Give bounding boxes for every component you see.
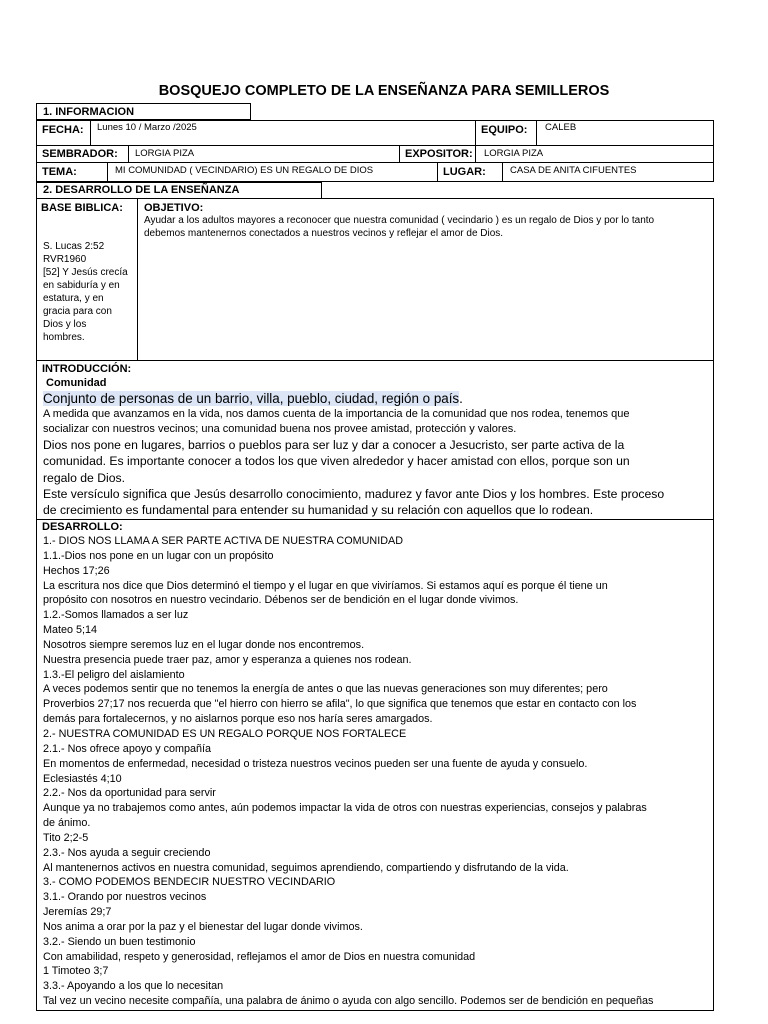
desarrollo-line: Eclesiastés 4;10 [43,772,122,785]
sembrador-value: LORGIA PIZA [135,148,195,159]
tema-label: TEMA: [36,162,108,182]
intro-line: Dios nos pone en lugares, barrios o pueblos para ser luz y dar a conocer a Jesucristo, ser parte activa de la [43,438,625,452]
intro-line: regalo de Dios. [43,470,125,485]
objetivo-line: Ayudar a los adultos mayores a reconocer que nuestra comunidad ( vecindario ) es un regalo de Dios y por lo tanto [144,215,655,226]
desarrollo-line: 3.- COMO PODEMOS BENDECIR NUESTRO VECINDARIO [43,876,336,889]
definicion-comunidad: Conjunto de personas de un barrio, villa, pueblo, ciudad, región o país. [43,391,463,406]
desarrollo-line: Tito 2;2-5 [43,831,89,844]
verse-line: Dios y los [43,319,87,330]
verse-line: en sabiduría y en [43,280,120,291]
desarrollo-line: de ánimo. [43,817,91,830]
definicion-text: Conjunto de personas de un barrio, villa, pueblo, ciudad, región o país [43,391,460,406]
desarrollo-line: 1.1.-Dios nos pone en un lugar con un propósito [43,549,274,562]
base-biblica-ref: S. Lucas 2:52 [43,241,105,252]
desarrollo-label: DESARROLLO: [42,521,123,533]
desarrollo-line: 1.2.-Somos llamados a ser luz [43,609,189,622]
introduccion-subtitle: Comunidad [46,377,107,389]
objetivo-text [144,214,712,240]
desarrollo-line: propósito con nosotros en nuestro vecindario. Débenos ser de bendición en el lugar donde vivimos. [43,594,519,607]
base-biblica-version: RVR1960 [43,254,87,265]
desarrollo-line: Al mantenernos activos en nuestra comunidad, seguimos aprendiendo, compartiendo y disfrutando de la vida. [43,861,569,874]
objetivo-label: OBJETIVO: [144,202,204,214]
desarrollo-line: A veces podemos sentir que no tenemos la energía de antes o que las nuevas generaciones son muy diferentes; pero [43,683,608,696]
desarrollo-line: 2.1.- Nos ofrece apoyo y compañía [43,742,212,755]
base-biblica-label: BASE BIBLICA: [41,202,123,214]
desarrollo-line: Proverbios 27;17 nos recuerda que "el hierro con hierro se afila", lo que significa que tenemos que estar en contacto con los [43,698,637,711]
verse-line: [52] Y Jesús crecía [43,267,128,278]
intro-line: A medida que avanzamos en la vida, nos damos cuenta de la importancia de la comunidad que nos rodea, tenemos que [43,408,630,420]
page-title: BOSQUEJO COMPLETO DE LA ENSEÑANZA PARA SEMILLEROS [158,83,610,99]
desarrollo-line: 3.3.- Apoyando a los que lo necesitan [43,980,224,993]
introduccion-parrafo-1 [43,407,629,437]
desarrollo-line: Nosotros siempre seremos luz en el lugar donde nos encontremos. [43,638,365,651]
expositor-label: EXPOSITOR: [399,145,476,163]
fecha-value: Lunes 10 / Marzo /2025 [97,122,197,133]
desarrollo-line: 1.3.-El peligro del aislamiento [43,668,185,681]
desarrollo-line: La escritura nos dice que Dios determinó el tiempo y el lugar en que viviríamos. Si estamos aquí es porque él tiene un [43,579,608,592]
desarrollo-line: Nuestra presencia puede traer paz, amor y esperanza a quienes nos rodean. [43,653,412,666]
desarrollo-line: 3.2.- Siendo un buen testimonio [43,935,196,948]
sembrador-label: SEMBRADOR: [36,145,129,163]
desarrollo-line: 2.2.- Nos da oportunidad para servir [43,787,216,800]
desarrollo-line: 1.- DIOS NOS LLAMA A SER PARTE ACTIVA DE NUESTRA COMUNIDAD [43,535,403,547]
intro-line: de crecimiento es fundamental para entender su humanidad y su relación con aquellos que lo rodean. [43,503,594,518]
desarrollo-line: Jeremías 29;7 [43,906,112,919]
intro-line: comunidad. Es importante conocer a todos los que viven alrededor y hacer amistad con ellos, porque son un [43,454,630,469]
desarrollo-line: Nos anima a orar por la paz y el bienestar del lugar donde vivimos. [43,920,363,933]
equipo-label: EQUIPO: [475,120,537,146]
lugar-value: CASA DE ANITA CIFUENTES [510,165,637,176]
desarrollo-line: demás para fortalecernos, y no aislarnos porque eso nos haría seres amargados. [43,713,433,726]
desarrollo-line: 2.3.- Nos ayuda a seguir creciendo [43,846,211,859]
verse-line: estatura, y en [43,293,104,304]
desarrollo-line: Tal vez un vecino necesite compañía, una palabra de ánimo o ayuda con algo sencillo. Podemos ser de bendición en pequeñas [43,995,654,1008]
tema-value: MI COMUNIDAD ( VECINDARIO) ES UN REGALO DE DIOS [115,165,374,176]
desarrollo-line: Hechos 17;26 [43,564,110,577]
equipo-value: CALEB [545,122,577,133]
desarrollo-line: 2.- NUESTRA COMUNIDAD ES UN REGALO PORQUE NOS FORTALECE [43,727,407,740]
lugar-label: LUGAR: [437,162,503,182]
desarrollo-line: En momentos de enfermedad, necesidad o tristeza nuestros vecinos pueden ser una fuente de ayuda y consuelo. [43,757,588,770]
introduccion-label: INTRODUCCIÓN: [42,363,132,375]
fecha-label: FECHA: [36,120,91,146]
section-informacion-header: 1. INFORMACION [36,103,251,120]
objetivo-line: debemos mantenernos conectados a nuestros vecinos y reflejar el amor de Dios. [144,228,504,239]
intro-line: socializar con nuestros vecinos; una comunidad buena nos provee amistad, protección y valores. [43,423,517,435]
desarrollo-line: 3.1.- Orando por nuestros vecinos [43,891,207,904]
verse-line: hombres. [43,332,85,343]
section-desarrollo-header: 2. DESARROLLO DE LA ENSEÑANZA [36,182,322,199]
desarrollo-line: Mateo 5;14 [43,624,98,637]
desarrollo-line: Con amabilidad, respeto y generosidad, reflejamos el amor de Dios en nuestra comunidad [43,950,476,963]
desarrollo-text [43,534,711,1009]
intro-line: Este versículo significa que Jesús desarrollo conocimiento, madurez y favor ante Dios y los hombres. Este proceso [43,486,665,501]
expositor-value: LORGIA PIZA [484,148,544,159]
desarrollo-line: 1 Timoteo 3;7 [43,965,109,978]
base-biblica-text [43,240,137,344]
verse-line: gracia para con [43,306,112,317]
introduccion-parrafo-2 [43,437,664,518]
desarrollo-line: Aunque ya no trabajemos como antes, aún podemos impactar la vida de otros con nuestras experiencias, consejos y palabras [43,802,647,815]
